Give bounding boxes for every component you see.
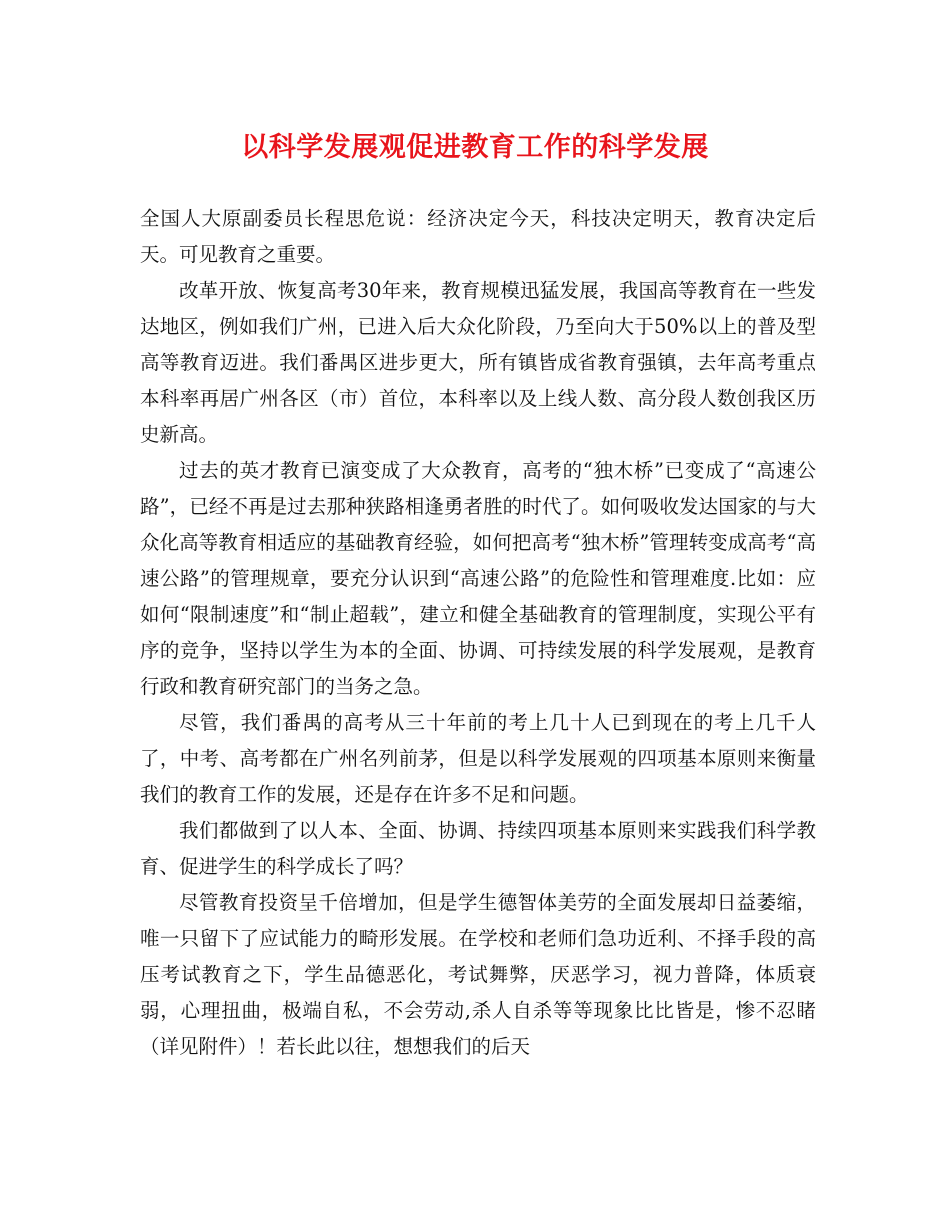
paragraph-3: 过去的英才教育已演变成了大众教育，高考的“独木桥”已变成了“高速公路”，已经不再是过去那种狭路相逢勇者胜的时代了。如何吸收发达国家的与大众化高等教育相适应的基础教育经验，如何把高考“独木桥”管理转变成高考“高速公路”的管理规章，要充分认识到“高速公路”的危险性和管理难度.比如：应如何“限制速度”和“制止超载”，建立和健全基础教育的管理制度，实现公平有序的竞争，坚持以学生为本的全面、协调、可持续发展的科学发展观，是教育行政和教育研究部门的当务之急。 <box>140 459 816 698</box>
paragraph-4: 尽管，我们番禺的高考从三十年前的考上几十人已到现在的考上几千人了，中考、高考都在广州名列前茅，但是以科学发展观的四项基本原则来衡量我们的教育工作的发展，还是存在许多不足和问题。 <box>140 711 816 806</box>
document-title: 以科学发展观促进教育工作的科学发展 <box>241 132 709 163</box>
paragraph-1: 全国人大原副委员长程思危说：经济决定今天，科技决定明天，教育决定后天。可见教育之重要。 <box>140 207 816 266</box>
paragraph-6: 尽管教育投资呈千倍增加，但是学生德智体美劳的全面发展却日益萎缩，唯一只留下了应试能力的畸形发展。在学校和老师们急功近利、不择手段的高压考试教育之下，学生品德恶化，考试舞弊，厌恶学习，视力普降，体质衰弱，心理扭曲，极端自私，不会劳动,杀人自杀等等现象比比皆是，惨不忍睹（详见附件）！若长此以往，想想我们的后天 <box>140 891 816 1058</box>
document-body <box>140 201 816 1065</box>
paragraph-2: 改革开放、恢复高考30年来，教育规模迅猛发展，我国高等教育在一些发达地区，例如我们广州，已进入后大众化阶段，乃至向大于50%以上的普及型高等教育迈进。我们番禺区进步更大，所有镇皆成省教育强镇，去年高考重点本科率再居广州各区（市）首位，本科率以及上线人数、高分段人数创我区历史新高。 <box>140 279 816 446</box>
paragraph-5: 我们都做到了以人本、全面、协调、持续四项基本原则来实践我们科学教育、促进学生的科学成长了吗？ <box>140 819 816 878</box>
